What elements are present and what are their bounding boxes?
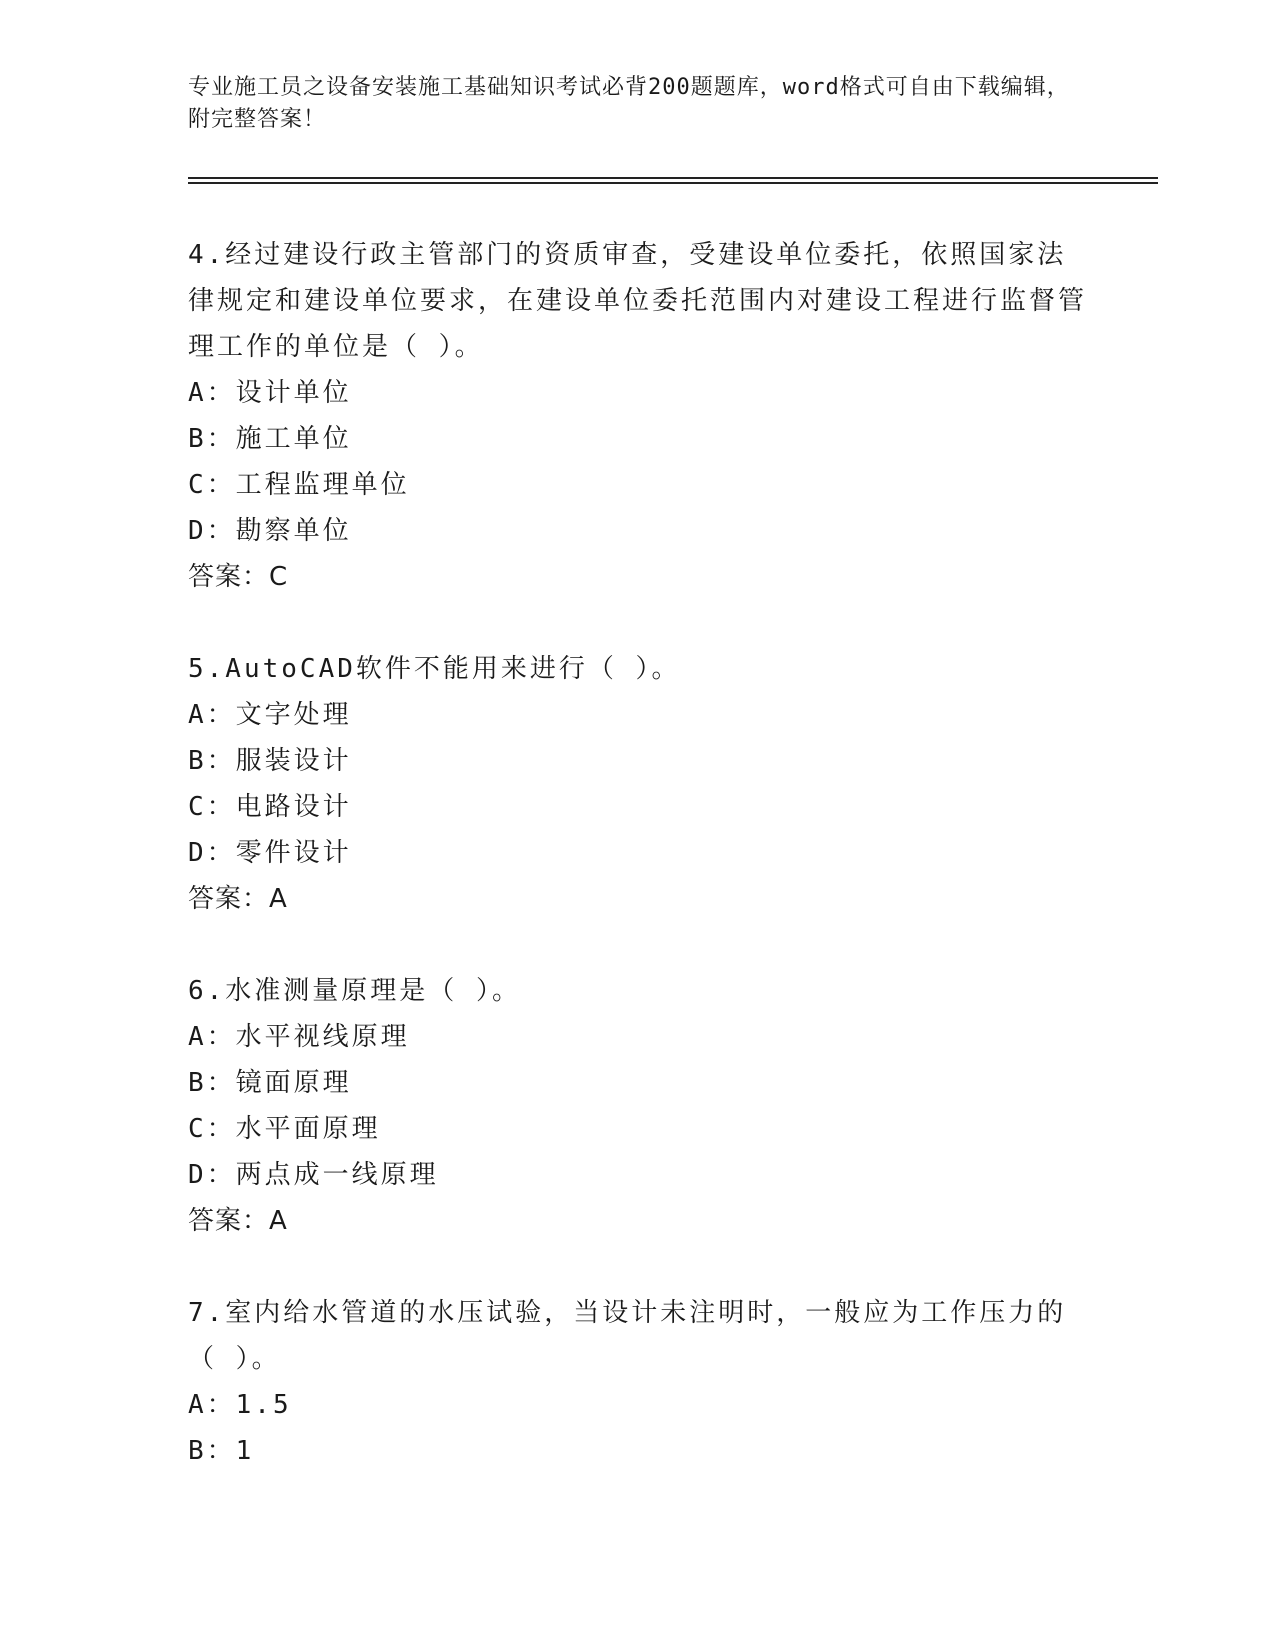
answer: 答案：A — [188, 1206, 288, 1236]
option-b: B：服装设计 — [188, 746, 352, 776]
question-7 — [188, 1290, 1088, 1474]
option-b: B：施工单位 — [188, 424, 352, 454]
option-a: A：文字处理 — [188, 700, 352, 730]
option-a: A：1.5 — [188, 1390, 292, 1420]
question-stem: 4.经过建设行政主管部门的资质审查，受建设单位委托，依照国家法律规定和建设单位要求，在建设单位委托范围内对建设工程进行监督管理工作的单位是（ ）。 — [188, 240, 1088, 362]
option-b: B：镜面原理 — [188, 1068, 352, 1098]
option-a: A：水平视线原理 — [188, 1022, 410, 1052]
option-d: D：零件设计 — [188, 838, 352, 868]
question-stem: 7.室内给水管道的水压试验，当设计未注明时，一般应为工作压力的（ ）。 — [188, 1298, 1067, 1374]
question-4 — [188, 232, 1088, 600]
answer: 答案：A — [188, 884, 288, 914]
question-list — [188, 232, 1088, 1520]
option-c: C：工程监理单位 — [188, 470, 410, 500]
option-c: C：水平面原理 — [188, 1114, 381, 1144]
question-6 — [188, 968, 1088, 1244]
option-d: D：勘察单位 — [188, 516, 352, 546]
option-b: B：1 — [188, 1436, 255, 1466]
answer: 答案：C — [188, 562, 289, 592]
option-a: A：设计单位 — [188, 378, 352, 408]
header-divider-top — [188, 177, 1158, 179]
question-5 — [188, 646, 1088, 922]
option-c: C：电路设计 — [188, 792, 352, 822]
question-stem: 5.AutoCAD软件不能用来进行（ ）。 — [188, 654, 681, 684]
document-header: 专业施工员之设备安装施工基础知识考试必背200题题库，word格式可自由下载编辑，附完整答案！ — [188, 75, 1070, 132]
header-divider-bottom — [188, 182, 1158, 184]
option-d: D：两点成一线原理 — [188, 1160, 439, 1190]
question-stem: 6.水准测量原理是（ ）。 — [188, 976, 521, 1006]
